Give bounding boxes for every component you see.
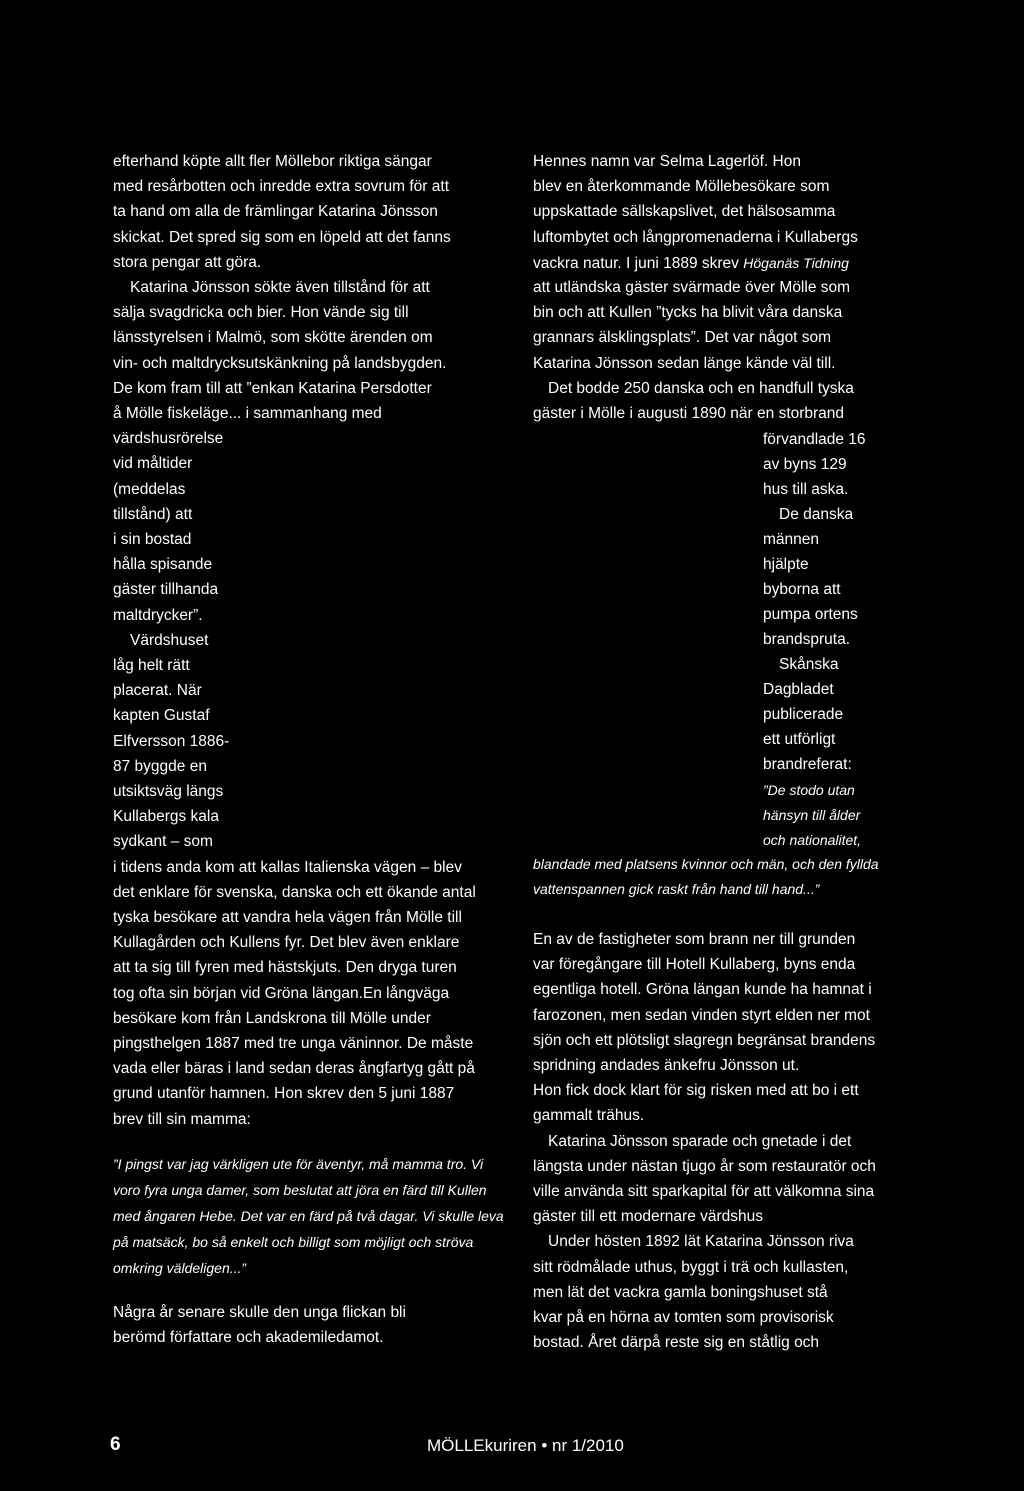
left-quote-line: ”I pingst var jag värkligen ute för äventyr, må mamma tro. Vi: [113, 1156, 484, 1172]
left-body-line: vin- och maltdrycksutskänkning på landsbygden.: [113, 354, 447, 372]
left-body-line: hålla spisande: [113, 556, 213, 574]
right-narrow-line: De danska: [779, 506, 854, 523]
right-narrow-line: Skånska: [779, 656, 839, 673]
right-narrow-line: brandreferat:: [763, 756, 852, 773]
left-body-line: Kullagården och Kullens fyr. Det blev även enklare: [113, 934, 460, 952]
left-body-line: pingsthelgen 1887 med tre unga väninnor. De måste: [113, 1035, 474, 1052]
right-body-line: längsta under nästan tjugo år som restauratör och: [533, 1157, 876, 1175]
right-narrow-quote-line: hänsyn till ålder: [763, 807, 861, 823]
left-body-line: att ta sig till fyren med hästskjuts. Den dryga turen: [113, 959, 457, 977]
right-body-line: sjön och ett plötsligt slagregn begränsat brandens: [533, 1031, 876, 1049]
left-body-line: kapten Gustaf: [113, 707, 210, 725]
right-body-line: Katarina Jönsson sedan länge kände väl till.: [533, 354, 836, 372]
left-body-line: grund utanför hamnen. Hon skrev den 5 juni 1887: [113, 1085, 455, 1103]
right-narrow-line: männen: [763, 531, 820, 548]
right-body-line: gäster till ett modernare värdshus: [533, 1208, 764, 1226]
left-quote-line: med ångaren Hebe. Det var en färd på två dagar. Vi skulle leva: [113, 1208, 504, 1224]
left-body-line: i tidens anda kom att kallas Italienska vägen – blev: [113, 858, 462, 876]
right-body-line: En av de fastigheter som brann ner till grunden: [533, 931, 856, 948]
left-body-line: De kom fram till att ”enkan Katarina Persdotter: [113, 379, 432, 397]
left-quote-line: på matsäck, bo så enkelt och billigt som möjligt och ströva: [113, 1234, 474, 1250]
right-narrow-line: förvandlade 16: [763, 431, 866, 448]
left-body-line: skickat. Det spred sig som en löpeld att det fanns: [113, 228, 451, 246]
right-quote-line: blandade med platsens kvinnor och män, och den fyllda: [533, 856, 879, 872]
right-body-line: blev en återkommande Möllebesökare som: [533, 178, 830, 196]
right-body-line: Det bodde 250 danska och en handfull tyska: [548, 379, 854, 397]
right-body-line: luftombytet och långpromenaderna i Kullabergs: [533, 228, 858, 246]
right-body-line: Katarina Jönsson sparade och gnetade i det: [548, 1132, 852, 1150]
right-body-line: uppskattade sällskapslivet, det hälsosamma: [533, 203, 836, 221]
masthead: MÖLLEkuriren • nr 1/2010: [427, 1436, 624, 1455]
left-body-line: placerat. När: [113, 682, 202, 700]
right-body-line: var föregångare till Hotell Kullaberg, byns enda: [533, 956, 856, 974]
left-body-line: sydkant – som: [113, 833, 213, 851]
left-body-line: värdshusrörelse: [113, 430, 224, 448]
right-narrow-quote-line: ”De stodo utan: [763, 782, 855, 798]
left-quote-line: voro fyra unga damer, som beslutat att jöra en färd till Kullen: [113, 1182, 487, 1198]
left-body-line: gäster tillhanda: [113, 581, 219, 599]
right-body-line: bin och att Kullen ”tycks ha blivit våra danska: [533, 304, 843, 322]
left-quote-line: omkring väldeligen...”: [113, 1260, 247, 1276]
left-body-line: sälja svagdricka och bier. Hon vände sig till: [113, 304, 409, 322]
left-body-line: i sin bostad: [113, 531, 192, 548]
left-body-line: ta hand om alla de främlingar Katarina Jönsson: [113, 203, 438, 221]
left-body-line: tog ofta sin början vid Gröna längan.En långväga: [113, 984, 450, 1002]
left-body-line: Värdshuset: [130, 631, 209, 649]
right-body-line: sitt rödmålade uthus, byggt i trä och kullasten,: [533, 1258, 849, 1276]
left-body-line: efterhand köpte allt fler Möllebor riktiga sängar: [113, 153, 432, 170]
right-body-line: farozonen, men sedan vinden styrt elden ner mot: [533, 1006, 870, 1024]
newspaper-name: Höganäs Tidning: [743, 254, 849, 271]
right-narrow-line: av byns 129: [763, 456, 847, 473]
left-body-line: tyska besökare att vandra hela vägen från Mölle till: [113, 909, 462, 926]
left-body-line: maltdrycker”.: [113, 606, 203, 624]
left-body-line: Kullabergs kala: [113, 808, 219, 826]
right-body-line: bostad. Året därpå reste sig en ståtlig och: [533, 1334, 820, 1352]
right-quote-line: vattenspannen gick raskt från hand till hand...”: [533, 881, 820, 897]
right-body-line: egentliga hotell. Gröna längan kunde ha hamnat i: [533, 981, 872, 999]
left-body-line: med resårbotten och inredde extra sovrum för att: [113, 178, 449, 196]
right-body-line: grannars älsklingsplats”. Det var något som: [533, 329, 832, 347]
left-body-line: 87 byggde en: [113, 757, 207, 775]
right-body-line: Under hösten 1892 lät Katarina Jönsson riva: [548, 1233, 854, 1251]
right-body-line: Hon fick dock klart för sig risken med att bo i ett: [533, 1082, 859, 1100]
left-body-line: å Mölle fiskeläge... i sammanhang med: [113, 405, 382, 422]
right-narrow-line: Dagbladet: [763, 681, 834, 698]
right-narrow-line: pumpa ortens: [763, 606, 858, 623]
left-body-line: brev till sin mamma:: [113, 1110, 251, 1128]
right-narrow-quote-line: och nationalitet,: [763, 832, 862, 848]
right-narrow-line: hjälpte: [763, 556, 809, 573]
left-body-line: låg helt rätt: [113, 657, 190, 674]
left-body-line: (meddelas: [113, 480, 186, 498]
right-body-line: kvar på en hörna av tomten som provisorisk: [533, 1309, 834, 1326]
right-narrow-line: publicerade: [763, 706, 844, 723]
left-body-line: Katarina Jönsson sökte även tillstånd för att: [130, 279, 430, 296]
right-body-line: men lät det vackra gamla boningshuset stå: [533, 1283, 828, 1301]
right-body-line: spridning andades änkefru Jönsson ut.: [533, 1057, 800, 1074]
left-body-line: tillstånd) att: [113, 505, 193, 523]
right-body-line: Hennes namn var Selma Lagerlöf. Hon: [533, 153, 801, 170]
right-body-line: gäster i Mölle i augusti 1890 när en storbrand: [533, 405, 845, 422]
right-narrow-line: brandspruta.: [763, 631, 851, 648]
right-body-line: ville använda sitt sparkapital för att välkomna sina: [533, 1183, 875, 1200]
right-narrow-line: ett utförligt: [763, 731, 836, 748]
right-narrow-line: hus till aska.: [763, 481, 849, 498]
right-body-line: vackra natur. I juni 1889 skrev Höganäs Tidning: [533, 254, 849, 272]
left-body-line: det enklare för svenska, danska och ett ökande antal: [113, 883, 476, 901]
left-body-line: utsiktsväg längs: [113, 783, 224, 800]
left-body-line: besökare kom från Landskrona till Mölle under: [113, 1009, 431, 1027]
right-body-line: gammalt trähus.: [533, 1107, 645, 1125]
left-body-line: vid måltider: [113, 455, 193, 473]
left-body-line: Elfversson 1886-: [113, 732, 230, 750]
left-closing-line: Några år senare skulle den unga flickan bli: [113, 1304, 406, 1321]
page-number: 6: [110, 1434, 121, 1455]
left-body-line: länsstyrelsen i Malmö, som skötte ärenden om: [113, 329, 433, 347]
right-body-line: att utländska gäster svärmade över Mölle som: [533, 279, 851, 296]
right-narrow-line: byborna att: [763, 581, 841, 598]
left-body-line: stora pengar att göra.: [113, 253, 262, 271]
left-closing-line: berömd författare och akademiledamot.: [113, 1329, 384, 1346]
left-body-line: vada eller bäras i land sedan deras ångfartyg gått på: [113, 1060, 475, 1078]
